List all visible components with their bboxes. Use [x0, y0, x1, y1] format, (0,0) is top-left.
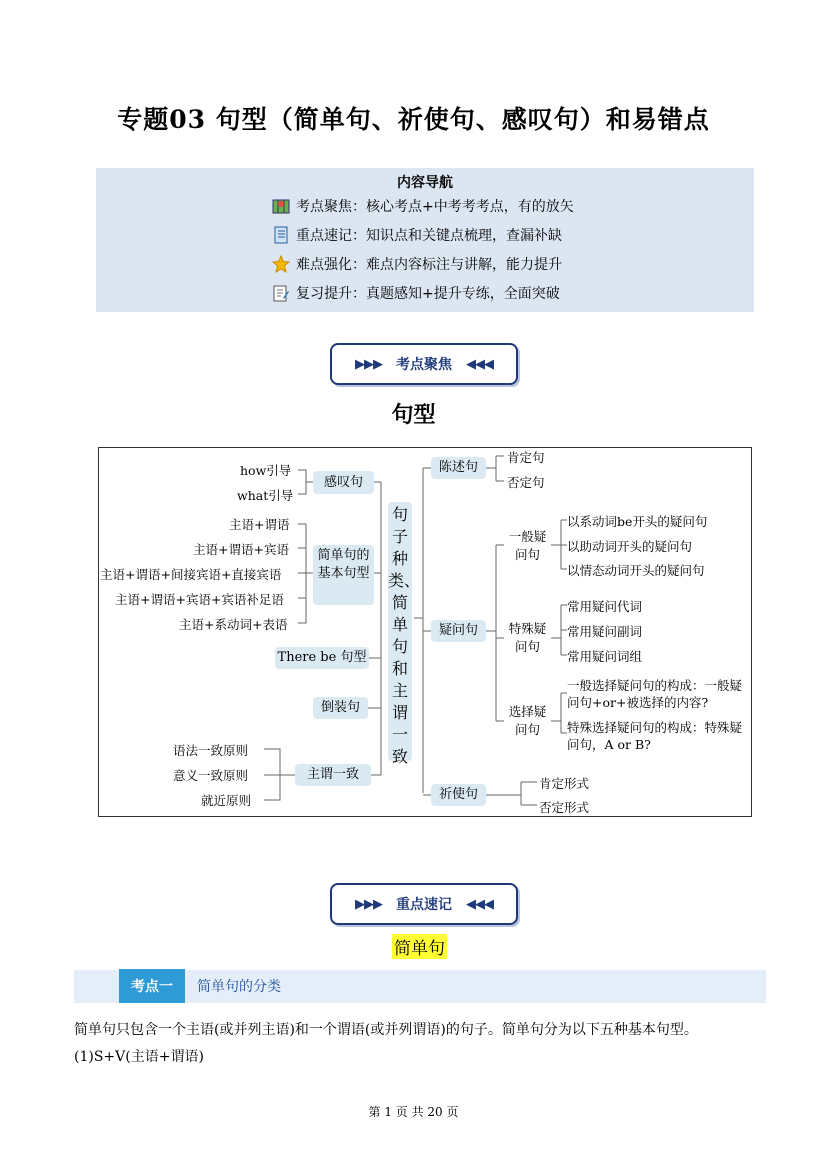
left-arrows-icon: ◀◀◀ — [466, 896, 493, 912]
nav-item-kaodian — [272, 196, 574, 216]
leaf-how: how引导 — [240, 463, 292, 478]
page-footer: 第 1 页 共 20 页 — [368, 1105, 459, 1119]
right-arrows-icon: ▶▶▶ — [355, 356, 382, 372]
nav-item-nandian — [272, 254, 562, 274]
leaf-grammar-concord: 语法一致原则 — [173, 743, 249, 758]
nav-item-text: 难点强化：难点内容标注与讲解，能力提升 — [296, 257, 562, 273]
map-icon — [272, 197, 290, 215]
node-jiandanju: 简单句的基本句型 — [313, 545, 374, 605]
leaf-imperative-negative: 否定形式 — [539, 800, 590, 815]
leaf-wh-phrase: 常用疑问词组 — [567, 649, 643, 664]
leaf-notional-concord: 意义一致原则 — [173, 768, 249, 783]
banner-label: 考点聚焦 — [396, 357, 452, 373]
leaf-what: what引导 — [237, 488, 294, 503]
leaf-wh-adverb: 常用疑问副词 — [567, 624, 643, 639]
kaodian-jujiao-banner — [330, 343, 518, 385]
leaf-svp: 主语+系动词+表语 — [179, 617, 288, 632]
notebook-icon — [272, 226, 290, 244]
nav-item-text: 考点聚焦：核心考点+中考考考点，有的放矢 — [296, 199, 574, 215]
leaf-be-question: 以系动词be开头的疑问句 — [567, 514, 708, 529]
subsection-title: 简单句 — [392, 934, 447, 959]
content-navigation-box — [96, 168, 754, 312]
kaodian-title: 简单句的分类 — [197, 979, 281, 995]
leaf-kending: 肯定句 — [507, 450, 545, 465]
leaf-proximity: 就近原则 — [201, 793, 252, 808]
zhongdian-suji-banner — [330, 883, 518, 925]
node-center: 句子种类、简单句和主谓一致 — [388, 502, 412, 761]
banner-label: 重点速记 — [396, 897, 452, 913]
leaf-general-choice: 一般选择疑问句的构成：一般疑问句+or+被选择的内容? — [567, 678, 743, 710]
nav-item-text: 复习提升：真题感知+提升专练，全面突破 — [296, 286, 560, 302]
node-chenshu: 陈述句 — [431, 457, 486, 479]
leaf-wh-pronoun: 常用疑问代词 — [567, 599, 643, 614]
leaf-svoo: 主语+谓语+间接宾语+直接宾语 — [100, 567, 282, 582]
nav-item-text: 重点速记：知识点和关键点梳理，查漏补缺 — [296, 228, 562, 244]
node-daozhuang: 倒装句 — [313, 697, 368, 719]
node-teshu: 特殊疑问句 — [508, 621, 547, 654]
paragraph: (1)S+V(主语+谓语) — [74, 1049, 204, 1065]
section-title: 句型 — [391, 402, 436, 428]
node-yiban: 一般疑问句 — [508, 529, 547, 562]
paragraph: 简单句只包含一个主语(或并列主语)和一个谓语(或并列谓语)的句子。简单句分为以下五种基本句型。 — [74, 1022, 698, 1038]
document-edit-icon — [272, 284, 290, 302]
kaodian-tag: 考点一 — [119, 969, 185, 1003]
node-xuanze: 选择疑问句 — [508, 704, 547, 737]
page-title: 专题03 句型（简单句、祈使句、感叹句）和易错点 — [117, 105, 710, 134]
node-there-be: There be 句型 — [275, 647, 369, 669]
nav-item-fuxi — [272, 283, 560, 303]
leaf-modal-question: 以情态动词开头的疑问句 — [567, 563, 705, 578]
leaf-svo: 主语+谓语+宾语 — [193, 542, 289, 557]
left-arrows-icon: ◀◀◀ — [466, 356, 493, 372]
sentence-type-mind-map — [98, 447, 752, 817]
leaf-sv: 主语+谓语 — [229, 517, 290, 532]
node-zhuwei: 主谓一致 — [295, 764, 371, 786]
node-ganshanju: 感叹句 — [313, 471, 374, 494]
leaf-imperative-positive: 肯定形式 — [539, 776, 590, 791]
nav-heading: 内容导航 — [397, 175, 453, 191]
leaf-svoc: 主语+谓语+宾语+宾语补足语 — [115, 592, 284, 607]
node-yiwen: 疑问句 — [431, 620, 486, 642]
node-qishi: 祈使句 — [431, 784, 486, 806]
nav-item-zhongdian — [272, 225, 562, 245]
leaf-fouding: 否定句 — [507, 475, 545, 490]
leaf-special-choice: 特殊选择疑问句的构成：特殊疑问句，A or B? — [567, 720, 743, 752]
right-arrows-icon: ▶▶▶ — [355, 896, 382, 912]
leaf-aux-question: 以助动词开头的疑问句 — [567, 539, 693, 554]
star-icon — [272, 255, 290, 273]
